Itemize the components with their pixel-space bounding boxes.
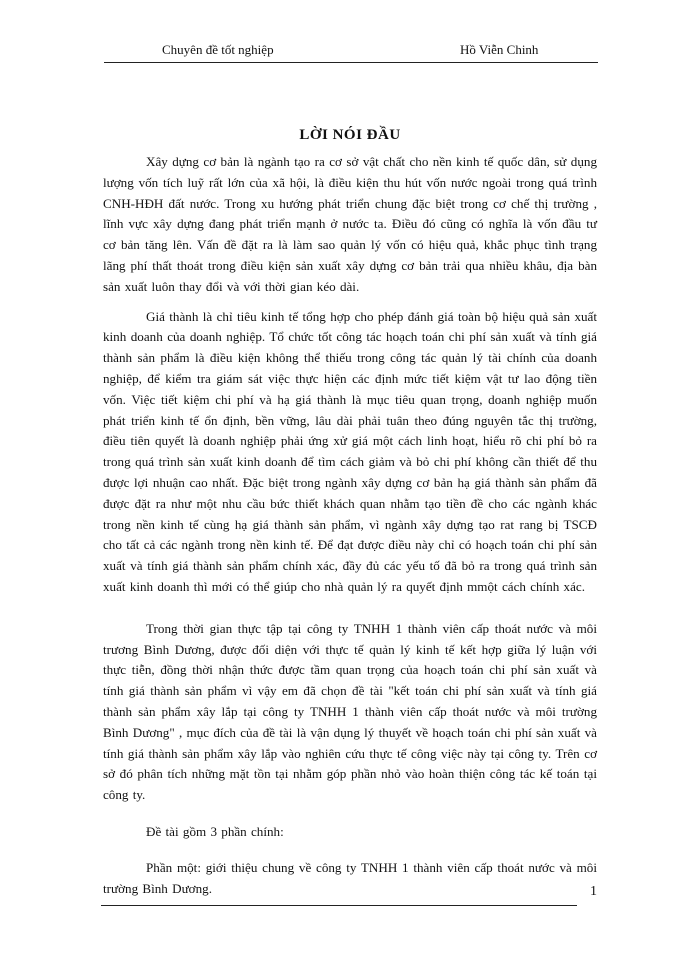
paragraph-structure-intro: Đề tài gồm 3 phần chính: [146, 823, 284, 839]
header-document-type: Chuyên đề tốt nghiệp [162, 42, 274, 57]
header-divider [104, 62, 598, 63]
document-body [103, 152, 597, 899]
header-author: Hồ Viễn Chinh [460, 42, 539, 57]
paragraph-internship-topic: Trong thời gian thực tập tại công ty TNHH 1 thành viên cấp thoát nước và môi trương Bình Dương, được đối diện với thực tế quản lý kinh tế kết hợp giữa lý luận với thực tiễn, đồng thời nhận thức được tầm quan trọng của hoạch toán chi phí sản xuất và tính giá thành sản phẩm vì vậy em đã chọn đề tài "kết toán chi phí sản xuất và tính giá thành sản phẩm xây lắp tại công ty TNHH 1 thành viên cấp thoát nước và môi trường Bình Dương" , mục đích của đề tài là vận dụng lý thuyết về hoạch toán chi phí sản xuất và tính giá thành sản phẩm xây lắp vào nghiên cứu thực tế công việc này tại công ty. Trên cơ sở đó phân tích những mặt tồn tại nhằm góp phần nhỏ vào hoàn thiện công tác kế toán tại công ty. [103, 620, 597, 803]
page-title: LỜI NÓI ĐẦU [299, 127, 401, 143]
page-number: 1 [590, 884, 597, 899]
footer-divider [101, 905, 577, 906]
paragraph-cost-importance: Giá thành là chỉ tiêu kinh tế tổng hợp cho phép đánh giá toàn bộ hiệu quả sản xuất kinh doanh của doanh nghiệp. Tổ chức tốt công tác hoạch toán chi phí sản xuất và tính giá thành sản phẩm là điều kiện không thể thiếu trong công tác quản lý tài chính của doanh nghiệp, để kiểm tra giám sát việc thực hiện các định mức tiết kiệm vật tư lao động tiền vốn. Việc tiết kiệm chi phí và hạ giá thành là mục tiêu quan trọng, doanh nghiệp muốn phát triển kinh tế ổn định, bền vững, lâu dài phải tuân theo đúng nguyên tắc thị trường, điều tiên quyết là doanh nghiệp phải ứng xử giá một cách linh hoạt, hiểu rõ chi phí bỏ ra trong quá trình sản xuất kinh doanh để tìm cách giảm và bỏ chi phí không cần thiết để thu được lợi nhuận cao nhất. Đặc biệt trong ngành xây dựng cơ bản hạ giá thành sản phẩm đã được đặt ra như một nhu cầu bức thiết khách quan nhằm tạo tiền đề cho các ngành khác trong nền kinh tế cùng hạ giá thành sản phẩm, vì ngành xây dựng tạo rat rang bị TSCĐ cho tất cả các ngành trong nền kinh tế. Để đạt được điều này chỉ có hoạch toán chi phí sản xuất và tính giá thành sản phẩm chính xác, đầy đủ các yếu tố đã bỏ ra trong quá trình sản xuất kinh doanh thì mới có thể giúp cho nhà quản lý ra quyết định mmột cách chính xác. [103, 308, 597, 594]
paragraph-introduction: Xây dựng cơ bản là ngành tạo ra cơ sở vật chất cho nền kinh tế quốc dân, sử dụng lượng vốn tích luỹ rất lớn của xã hội, là điều kiện thu hút vốn nước ngoài trong quá trình CNH-HĐH đất nước. Trong xu hướng phát triển chung đặc biệt trong cơ chế thị trường , lĩnh vực xây dựng đang phát triển mạnh ở nước ta. Điều đó cũng có nghĩa là vốn đầu tư cơ bản tăng lên. Vấn đề đặt ra là làm sao quản lý vốn có hiệu quả, khắc phục tình trạng lãng phí thất thoát trong điều kiện sản xuất xây dựng cơ bản trải qua nhiều khâu, địa bàn sản xuất luôn thay đổi và với thời gian kéo dài. [103, 154, 597, 294]
paragraph-part-one: Phần một: giới thiệu chung về công ty TNHH 1 thành viên cấp thoát nước và môi trường Bình Dương. [103, 859, 597, 896]
